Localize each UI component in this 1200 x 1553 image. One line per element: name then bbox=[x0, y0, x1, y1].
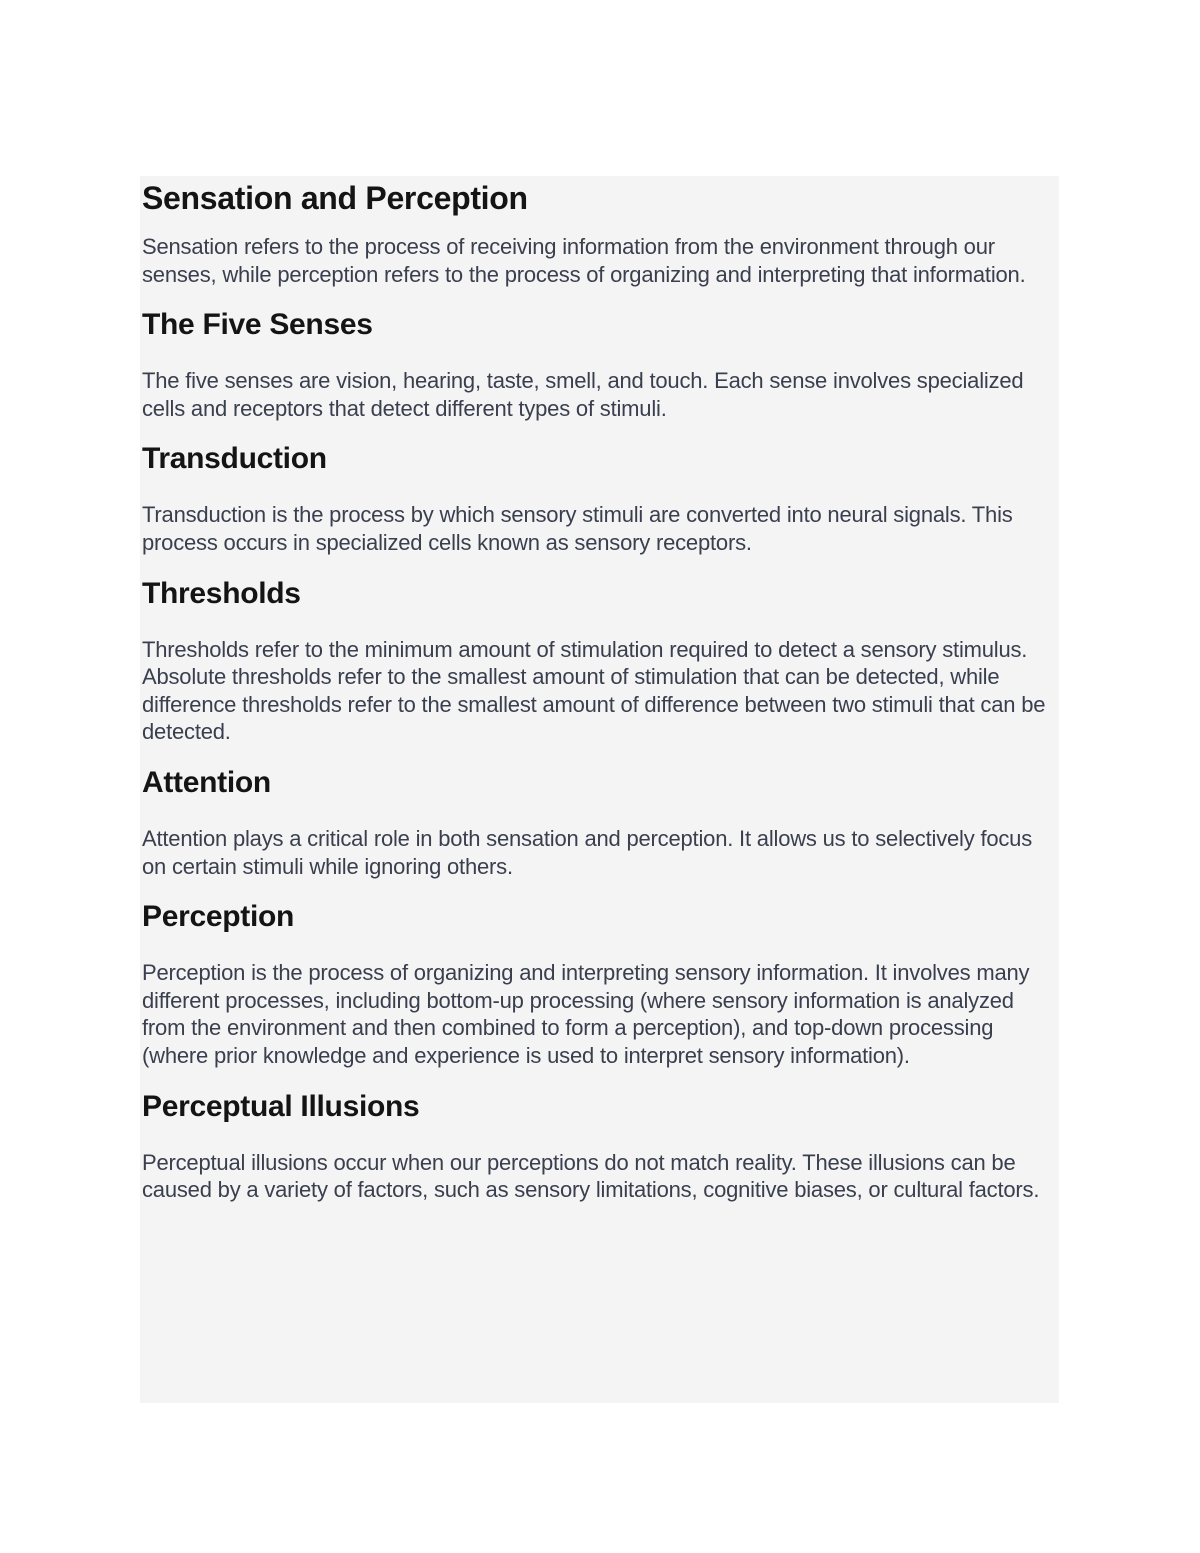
section-heading: Perceptual Illusions bbox=[142, 1089, 420, 1123]
section-perception bbox=[142, 897, 1059, 1069]
section-paragraph: Perceptual illusions occur when our perceptions do not match reality. These illusions can be caused by a variety of factors, such as sensory limitations, cognitive biases, or cultural factors. bbox=[142, 1149, 1040, 1203]
section-heading: Perception bbox=[142, 900, 295, 934]
document-title: Sensation and Perception bbox=[142, 180, 528, 216]
section-heading: Attention bbox=[142, 765, 271, 799]
section-paragraph: Perception is the process of organizing and interpreting sensory information. It involves many different processes, including bottom-up processing (where sensory information is analyzed from the environment and then combined to form a perception), and top-down processing (where prior knowledge and experience is used to interpret sensory information). bbox=[142, 960, 1030, 1068]
section-heading: The Five Senses bbox=[142, 308, 373, 342]
section-thresholds bbox=[142, 574, 1059, 746]
section-attention bbox=[142, 763, 1059, 880]
section-heading: Thresholds bbox=[142, 576, 301, 610]
section-paragraph: Thresholds refer to the minimum amount of stimulation required to detect a sensory stimulus. Absolute thresholds refer to the smallest amount of stimulation that can be detected, while difference thresholds refer to the smallest amount of difference between two stimuli that can be detected. bbox=[142, 636, 1046, 745]
section-heading: Transduction bbox=[142, 442, 327, 476]
section-perceptual-illusions bbox=[142, 1087, 1059, 1204]
document-body bbox=[142, 176, 1059, 1204]
intro-section bbox=[142, 178, 1059, 288]
section-transduction bbox=[142, 439, 1059, 556]
section-paragraph: Transduction is the process by which sensory stimuli are converted into neural signals. This process occurs in specialized cells known as sensory receptors. bbox=[142, 502, 1013, 555]
section-paragraph: Attention plays a critical role in both sensation and perception. It allows us to selectively focus on certain stimuli while ignoring others. bbox=[142, 825, 1033, 879]
section-paragraph: The five senses are vision, hearing, taste, smell, and touch. Each sense involves specialized cells and receptors that detect different types of stimuli. bbox=[142, 368, 1024, 421]
section-five-senses bbox=[142, 305, 1059, 422]
intro-paragraph: Sensation refers to the process of receiving information from the environment through our senses, while perception refers to the process of organizing and interpreting that information. bbox=[142, 234, 1026, 287]
